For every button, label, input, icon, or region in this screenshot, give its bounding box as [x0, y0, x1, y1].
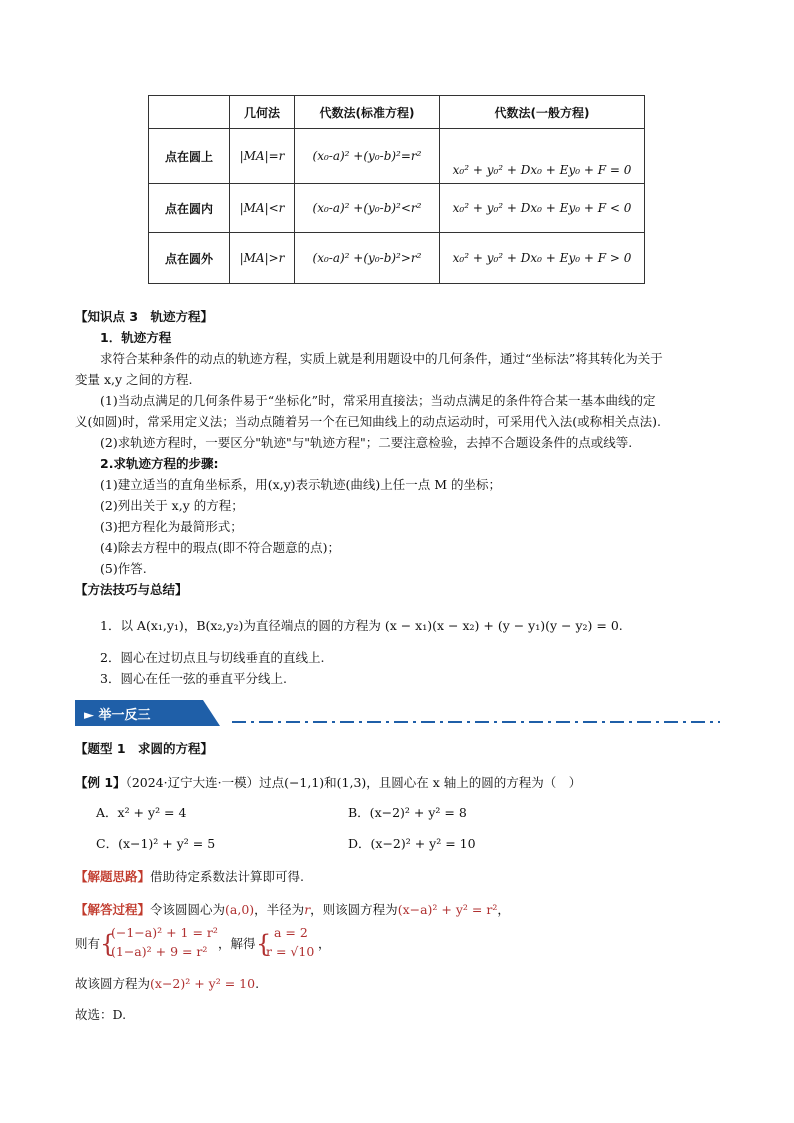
cell-geo: |MA|>r	[230, 233, 295, 284]
conclusion-math: (x−2)² + y² = 10	[150, 976, 256, 991]
position-table	[148, 95, 645, 284]
option-d: D．(x−2)² + y² = 10	[348, 836, 476, 851]
table-header-row	[149, 96, 645, 129]
solution-eq: r = √10	[266, 944, 315, 959]
cell-gen: x₀² + y₀² + Dx₀ + Ey₀ + F = 0	[440, 129, 645, 184]
tips-item: 2．圆心在过切点且与切线垂直的直线上.	[100, 650, 325, 665]
table-row	[149, 233, 645, 284]
table-header-std: 代数法(标准方程)	[295, 96, 440, 129]
banner-label: ► 举一反三	[84, 708, 151, 723]
process-math: r	[304, 902, 311, 917]
k3-step: (4)除去方程中的瑕点(即不符合题意的点)；	[100, 540, 340, 555]
k3-step: (2)列出关于 x,y 的方程；	[100, 498, 244, 513]
process-text: 令该圆圆心为	[150, 902, 226, 917]
cell-std: (x₀-a)² +(y₀-b)²>r²	[295, 233, 440, 284]
row-label: 点在圆上	[149, 129, 230, 184]
example-label: 【例 1】	[75, 775, 126, 790]
choice-line: 故选：D.	[75, 1007, 127, 1022]
k3-step: (1)建立适当的直角坐标系，用(x,y)表示轨迹(曲线)上任一点 M 的坐标；	[100, 477, 502, 492]
type1-title: 【题型 1 求圆的方程】	[75, 741, 214, 756]
process-text: ，	[497, 902, 510, 917]
table-row	[149, 184, 645, 233]
cell-std: (x₀-a)² +(y₀-b)²=r²	[295, 129, 440, 184]
k3-step: (5)作答.	[100, 561, 147, 576]
tips-title: 【方法技巧与总结】	[75, 582, 188, 597]
tips-item: 1．以 A(x₁,y₁)，B(x₂,y₂)为直径端点的圆的方程为 (x − x₁)(x − x₂) + (y − y₁)(y − y₂) = 0.	[100, 618, 623, 633]
k3-sub1: 1．轨迹方程	[100, 330, 172, 345]
idea-line	[75, 866, 304, 887]
row-label: 点在圆外	[149, 233, 230, 284]
k3-p3: (2)求轨迹方程时，一要区分"轨迹"与"轨迹方程"；二要注意检验，去掉不合题设条件的点或线等.	[100, 435, 633, 450]
table-header-empty	[149, 96, 230, 129]
cell-gen: x₀² + y₀² + Dx₀ + Ey₀ + F > 0	[440, 233, 645, 284]
system-prefix: 则有	[75, 936, 101, 951]
cell-std: (x₀-a)² +(y₀-b)²<r²	[295, 184, 440, 233]
example-text: （2024·辽宁大连·一模）过点(−1,1)和(1,3)，且圆心在 x 轴上的圆的方程为（ ）	[125, 775, 582, 790]
option-a: A．x² + y² = 4	[96, 805, 187, 820]
knowledge-3-title: 【知识点 3 轨迹方程】	[75, 309, 214, 324]
table-row	[149, 129, 645, 184]
process-math: (a,0)	[225, 902, 255, 917]
k3-p1b: 变量 x,y 之间的方程.	[75, 372, 193, 387]
process-label: 【解答过程】	[75, 902, 151, 917]
k3-p2a: (1)当动点满足的几何条件易于“坐标化”时，常采用直接法；当动点满足的条件符合某一基本曲线的定	[100, 393, 656, 408]
conclusion-end: .	[255, 976, 260, 991]
system-eq: (−1−a)² + 1 = r²	[111, 925, 218, 940]
system-end: ，	[318, 936, 331, 951]
dash-divider	[232, 720, 720, 724]
process-text: ，半径为	[254, 902, 305, 917]
k3-sub2: 2.求轨迹方程的步骤:	[100, 456, 219, 471]
option-b: B．(x−2)² + y² = 8	[348, 805, 467, 820]
process-text: ，则该圆方程为	[310, 902, 398, 917]
conclusion-line	[75, 973, 259, 994]
process-math: (x−a)² + y² = r²	[397, 902, 498, 917]
system-eq: (1−a)² + 9 = r²	[111, 944, 208, 959]
system-mid: ，解得	[218, 936, 256, 951]
system-brace: {	[100, 930, 116, 958]
k3-p1a: 求符合某种条件的动点的轨迹方程，实质上就是利用题设中的几何条件，通过“坐标法”将其转化为关于	[100, 351, 663, 366]
cell-geo: |MA|<r	[230, 184, 295, 233]
k3-p2b: 义(如圆)时，常采用定义法；当动点随着另一个在已知曲线上的动点运动时，可采用代入法(或称相关点法).	[75, 414, 661, 429]
cell-geo: |MA|=r	[230, 129, 295, 184]
process-line	[75, 899, 510, 920]
table-header-gen: 代数法(一般方程)	[440, 96, 645, 129]
option-c: C．(x−1)² + y² = 5	[96, 836, 216, 851]
example-1	[75, 772, 581, 793]
k3-step: (3)把方程化为最简形式；	[100, 519, 243, 534]
solution-eq: a = 2	[274, 925, 308, 940]
solution-brace: {	[256, 930, 272, 958]
cell-gen: x₀² + y₀² + Dx₀ + Ey₀ + F < 0	[440, 184, 645, 233]
tips-item: 3．圆心在任一弦的垂直平分线上.	[100, 671, 287, 686]
idea-text: 借助待定系数法计算即可得.	[150, 869, 304, 884]
row-label: 点在圆内	[149, 184, 230, 233]
conclusion-text: 故该圆方程为	[75, 976, 151, 991]
table-header-geo: 几何法	[230, 96, 295, 129]
idea-label: 【解题思路】	[75, 869, 151, 884]
